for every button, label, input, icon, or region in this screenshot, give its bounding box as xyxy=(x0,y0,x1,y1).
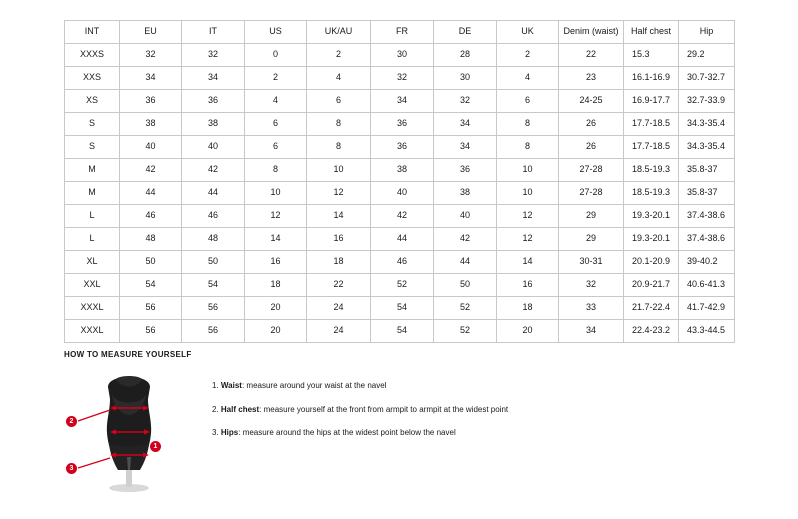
cell: 38 xyxy=(371,159,434,182)
cell: 10 xyxy=(497,182,559,205)
cell: 14 xyxy=(497,251,559,274)
column-header: IT xyxy=(182,21,245,44)
cell: 29 xyxy=(559,228,624,251)
cell: 10 xyxy=(245,182,307,205)
cell: 28 xyxy=(434,44,497,67)
cell: 18.5-19.3 xyxy=(624,182,679,205)
cell: 32.7-33.9 xyxy=(679,90,735,113)
cell: 34.3-35.4 xyxy=(679,136,735,159)
cell: 56 xyxy=(120,297,182,320)
cell: 50 xyxy=(120,251,182,274)
mannequin-figure xyxy=(64,369,194,494)
cell: 10 xyxy=(497,159,559,182)
cell: 32 xyxy=(559,274,624,297)
cell: 32 xyxy=(182,44,245,67)
how-to-measure-section xyxy=(64,350,764,494)
column-header: FR xyxy=(371,21,434,44)
instruction-term: Half chest xyxy=(220,404,260,414)
cell: 8 xyxy=(307,113,371,136)
table-row xyxy=(65,44,735,67)
cell: 4 xyxy=(307,67,371,90)
column-header: UK/AU xyxy=(307,21,371,44)
cell: 19.3-20.1 xyxy=(624,228,679,251)
instruction-term: Hips xyxy=(220,428,239,438)
cell: 40 xyxy=(434,205,497,228)
cell: XXXL xyxy=(65,320,120,343)
cell: 18.5-19.3 xyxy=(624,159,679,182)
table-row xyxy=(65,205,735,228)
instruction-text: : measure around your waist at the navel xyxy=(241,381,387,390)
cell: 24-25 xyxy=(559,90,624,113)
cell: 34 xyxy=(120,67,182,90)
cell: 22.4-23.2 xyxy=(624,320,679,343)
instruction-number: 3. xyxy=(212,428,221,438)
cell: 16 xyxy=(497,274,559,297)
column-header: DE xyxy=(434,21,497,44)
cell: 50 xyxy=(182,251,245,274)
mannequin-illustration xyxy=(64,369,194,494)
cell: 48 xyxy=(120,228,182,251)
cell: 36 xyxy=(371,113,434,136)
marker-badge-3: 3 xyxy=(66,463,77,474)
cell: 24 xyxy=(307,320,371,343)
column-header: UK xyxy=(497,21,559,44)
instruction-waist xyxy=(212,381,508,391)
cell: 34 xyxy=(434,113,497,136)
cell: XXL xyxy=(65,274,120,297)
cell: 23 xyxy=(559,67,624,90)
instruction-half-chest xyxy=(212,405,508,415)
cell: 44 xyxy=(182,182,245,205)
cell: 4 xyxy=(497,67,559,90)
instruction-text: : measure around the hips at the widest point below the navel xyxy=(238,428,456,438)
cell: 30.7-32.7 xyxy=(679,67,735,90)
table-header-row xyxy=(65,21,735,44)
measure-body xyxy=(64,369,764,494)
cell: 2 xyxy=(245,67,307,90)
cell: 17.7-18.5 xyxy=(624,113,679,136)
cell: 52 xyxy=(371,274,434,297)
cell: 30 xyxy=(434,67,497,90)
instruction-number: 1. xyxy=(212,381,221,390)
cell: 41.7-42.9 xyxy=(679,297,735,320)
cell: 20 xyxy=(497,320,559,343)
cell: 56 xyxy=(120,320,182,343)
cell: XXXL xyxy=(65,297,120,320)
cell: 6 xyxy=(245,113,307,136)
table-row xyxy=(65,182,735,205)
cell: 8 xyxy=(307,136,371,159)
cell: 40 xyxy=(182,136,245,159)
cell: S xyxy=(65,113,120,136)
cell: 38 xyxy=(434,182,497,205)
cell: 40 xyxy=(371,182,434,205)
cell: 0 xyxy=(245,44,307,67)
cell: 27-28 xyxy=(559,159,624,182)
measure-instructions xyxy=(212,369,508,452)
cell: 35.8-37 xyxy=(679,159,735,182)
cell: 12 xyxy=(497,228,559,251)
cell: 35.8-37 xyxy=(679,182,735,205)
cell: 56 xyxy=(182,297,245,320)
cell: 34 xyxy=(182,67,245,90)
table-row xyxy=(65,90,735,113)
table-row xyxy=(65,251,735,274)
cell: 12 xyxy=(497,205,559,228)
cell: M xyxy=(65,159,120,182)
cell: 20 xyxy=(245,297,307,320)
cell: 8 xyxy=(497,136,559,159)
cell: XXS xyxy=(65,67,120,90)
cell: S xyxy=(65,136,120,159)
cell: 32 xyxy=(434,90,497,113)
cell: 38 xyxy=(120,113,182,136)
cell: 4 xyxy=(245,90,307,113)
cell: 12 xyxy=(245,205,307,228)
cell: 48 xyxy=(182,228,245,251)
cell: 36 xyxy=(182,90,245,113)
cell: 42 xyxy=(371,205,434,228)
column-header: Denim (waist) xyxy=(559,21,624,44)
cell: 8 xyxy=(497,113,559,136)
cell: 36 xyxy=(434,159,497,182)
cell: 34 xyxy=(559,320,624,343)
table-row xyxy=(65,274,735,297)
instruction-text: : measure yourself at the front from armpit to armpit at the widest point xyxy=(259,404,509,414)
cell: L xyxy=(65,228,120,251)
table-row xyxy=(65,136,735,159)
cell: 43.3-44.5 xyxy=(679,320,735,343)
column-header: INT xyxy=(65,21,120,44)
column-header: EU xyxy=(120,21,182,44)
cell: 46 xyxy=(371,251,434,274)
cell: 30 xyxy=(371,44,434,67)
cell: 54 xyxy=(182,274,245,297)
cell: 40 xyxy=(120,136,182,159)
cell: 46 xyxy=(182,205,245,228)
cell: 52 xyxy=(434,297,497,320)
cell: 26 xyxy=(559,136,624,159)
cell: 37.4-38.6 xyxy=(679,228,735,251)
cell: 33 xyxy=(559,297,624,320)
cell: XXXS xyxy=(65,44,120,67)
instruction-term: Waist xyxy=(220,381,242,390)
cell: 44 xyxy=(434,251,497,274)
cell: 16 xyxy=(245,251,307,274)
cell: 44 xyxy=(371,228,434,251)
column-header: Hip xyxy=(679,21,735,44)
cell: 21.7-22.4 xyxy=(624,297,679,320)
cell: 29.2 xyxy=(679,44,735,67)
cell: 19.3-20.1 xyxy=(624,205,679,228)
cell: 2 xyxy=(307,44,371,67)
marker-badge-1: 1 xyxy=(150,441,161,452)
cell: 6 xyxy=(307,90,371,113)
cell: 14 xyxy=(245,228,307,251)
cell: XS xyxy=(65,90,120,113)
cell: 16.1-16.9 xyxy=(624,67,679,90)
cell: 18 xyxy=(245,274,307,297)
cell: 34 xyxy=(434,136,497,159)
cell: 54 xyxy=(371,320,434,343)
cell: 8 xyxy=(245,159,307,182)
cell: 42 xyxy=(182,159,245,182)
cell: 36 xyxy=(120,90,182,113)
cell: 12 xyxy=(307,182,371,205)
cell: 14 xyxy=(307,205,371,228)
cell: 54 xyxy=(371,297,434,320)
cell: 16 xyxy=(307,228,371,251)
column-header: US xyxy=(245,21,307,44)
cell: 36 xyxy=(371,136,434,159)
cell: 2 xyxy=(497,44,559,67)
cell: 24 xyxy=(307,297,371,320)
cell: 18 xyxy=(497,297,559,320)
cell: 22 xyxy=(307,274,371,297)
cell: 26 xyxy=(559,113,624,136)
cell: 10 xyxy=(307,159,371,182)
cell: 32 xyxy=(371,67,434,90)
cell: XL xyxy=(65,251,120,274)
cell: 30-31 xyxy=(559,251,624,274)
cell: 20.9-21.7 xyxy=(624,274,679,297)
cell: 50 xyxy=(434,274,497,297)
cell: 18 xyxy=(307,251,371,274)
size-chart-table xyxy=(64,20,735,343)
cell: 6 xyxy=(245,136,307,159)
cell: 27-28 xyxy=(559,182,624,205)
cell: L xyxy=(65,205,120,228)
cell: 46 xyxy=(120,205,182,228)
column-header: Half chest xyxy=(624,21,679,44)
cell: 20 xyxy=(245,320,307,343)
cell: 42 xyxy=(434,228,497,251)
instruction-number: 2. xyxy=(212,404,221,414)
marker-badge-2: 2 xyxy=(66,416,77,427)
cell: 29 xyxy=(559,205,624,228)
cell: 22 xyxy=(559,44,624,67)
cell: 6 xyxy=(497,90,559,113)
cell: 32 xyxy=(120,44,182,67)
cell: 42 xyxy=(120,159,182,182)
table-row xyxy=(65,67,735,90)
cell: 15.3 xyxy=(624,44,679,67)
cell: 56 xyxy=(182,320,245,343)
table-row xyxy=(65,228,735,251)
cell: 20.1-20.9 xyxy=(624,251,679,274)
cell: 54 xyxy=(120,274,182,297)
cell: 16.9-17.7 xyxy=(624,90,679,113)
cell: 38 xyxy=(182,113,245,136)
table-row xyxy=(65,159,735,182)
cell: 52 xyxy=(434,320,497,343)
cell: 39-40.2 xyxy=(679,251,735,274)
table-row xyxy=(65,297,735,320)
instruction-hips xyxy=(212,428,508,438)
cell: 40.6-41.3 xyxy=(679,274,735,297)
section-title: HOW TO MEASURE YOURSELF xyxy=(64,350,192,359)
cell: 34 xyxy=(371,90,434,113)
table-row xyxy=(65,113,735,136)
cell: 37.4-38.6 xyxy=(679,205,735,228)
cell: M xyxy=(65,182,120,205)
cell: 34.3-35.4 xyxy=(679,113,735,136)
cell: 44 xyxy=(120,182,182,205)
cell: 17.7-18.5 xyxy=(624,136,679,159)
table-row xyxy=(65,320,735,343)
